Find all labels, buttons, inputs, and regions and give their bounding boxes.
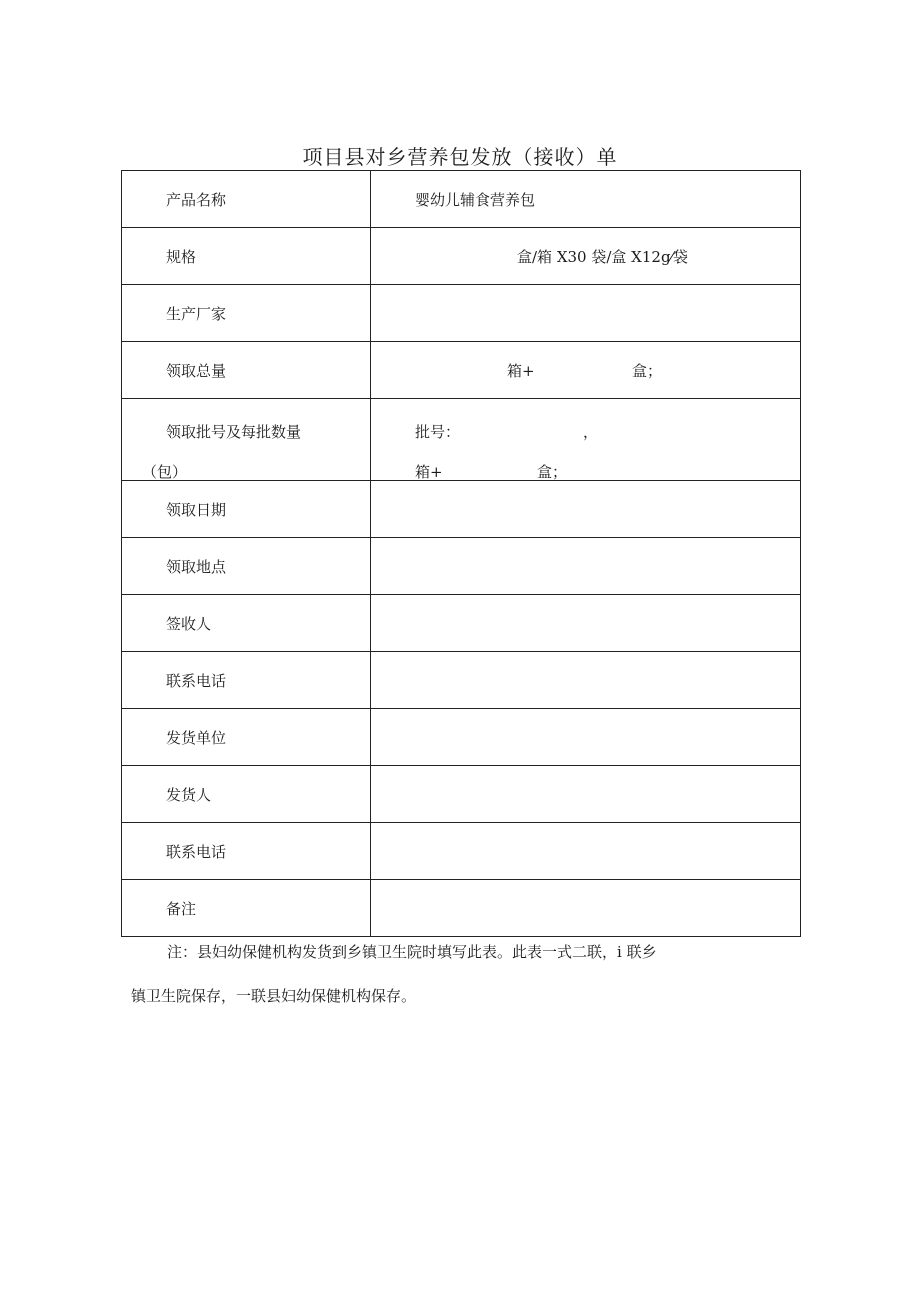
- total-box-unit: 箱+: [507, 362, 535, 380]
- table-row: [122, 538, 801, 595]
- table-row: [122, 342, 801, 399]
- label-batch-quantity: [122, 399, 371, 481]
- batch-number-label: 批号：: [415, 423, 461, 441]
- total-carton-unit: 盒；: [632, 362, 663, 380]
- table-row: [122, 399, 801, 481]
- table-row: [122, 823, 801, 880]
- value-contact-phone-shipper[interactable]: [371, 823, 801, 880]
- label-total-quantity: 领取总量: [122, 342, 371, 399]
- label-product-name: 产品名称: [122, 171, 371, 228]
- value-contact-phone-receiver[interactable]: [371, 652, 801, 709]
- label-remarks: 备注: [122, 880, 371, 937]
- value-remarks[interactable]: [371, 880, 801, 937]
- table-row: [122, 171, 801, 228]
- specification-text: 盒/箱 X30 袋/盒 X12g⁄袋: [517, 248, 689, 266]
- table-row: [122, 652, 801, 709]
- distribution-form-table: [121, 170, 801, 937]
- label-shipper: 发货人: [122, 766, 371, 823]
- table-row: [122, 228, 801, 285]
- table-row: [122, 709, 801, 766]
- label-shipping-unit: 发货单位: [122, 709, 371, 766]
- label-specification: 规格: [122, 228, 371, 285]
- label-receive-location: 领取地点: [122, 538, 371, 595]
- value-manufacturer[interactable]: [371, 285, 801, 342]
- value-specification: [371, 228, 801, 285]
- batch-carton-unit: 盒；: [537, 463, 568, 481]
- table-row: [122, 285, 801, 342]
- footnote-line1: 注：县妇幼保健机构发货到乡镇卫生院时填写此表。此表一式二联，i 联乡: [167, 943, 657, 961]
- value-shipping-unit[interactable]: [371, 709, 801, 766]
- batch-box-unit: 箱+: [415, 463, 443, 481]
- label-contact-phone-shipper: 联系电话: [122, 823, 371, 880]
- value-total-quantity[interactable]: [371, 342, 801, 399]
- label-contact-phone-receiver: 联系电话: [122, 652, 371, 709]
- table-row: [122, 766, 801, 823]
- batch-separator: ，: [583, 423, 599, 441]
- batch-label-line1: 领取批号及每批数量: [166, 423, 302, 441]
- label-manufacturer: 生产厂家: [122, 285, 371, 342]
- table-row: [122, 481, 801, 538]
- value-receive-date[interactable]: [371, 481, 801, 538]
- footnote-line2: 镇卫生院保存，一联县妇幼保健机构保存。: [131, 987, 417, 1005]
- value-receive-location[interactable]: [371, 538, 801, 595]
- table-row: [122, 880, 801, 937]
- value-signer[interactable]: [371, 595, 801, 652]
- batch-label-line2: （包）: [142, 463, 188, 481]
- value-shipper[interactable]: [371, 766, 801, 823]
- product-name-text: 婴幼儿辅食营养包: [415, 191, 536, 209]
- value-product-name: [371, 171, 801, 228]
- form-title: 项目县对乡营养包发放（接收）单: [302, 145, 618, 169]
- label-signer: 签收人: [122, 595, 371, 652]
- value-batch-quantity[interactable]: [371, 399, 801, 481]
- label-receive-date: 领取日期: [122, 481, 371, 538]
- table-row: [122, 595, 801, 652]
